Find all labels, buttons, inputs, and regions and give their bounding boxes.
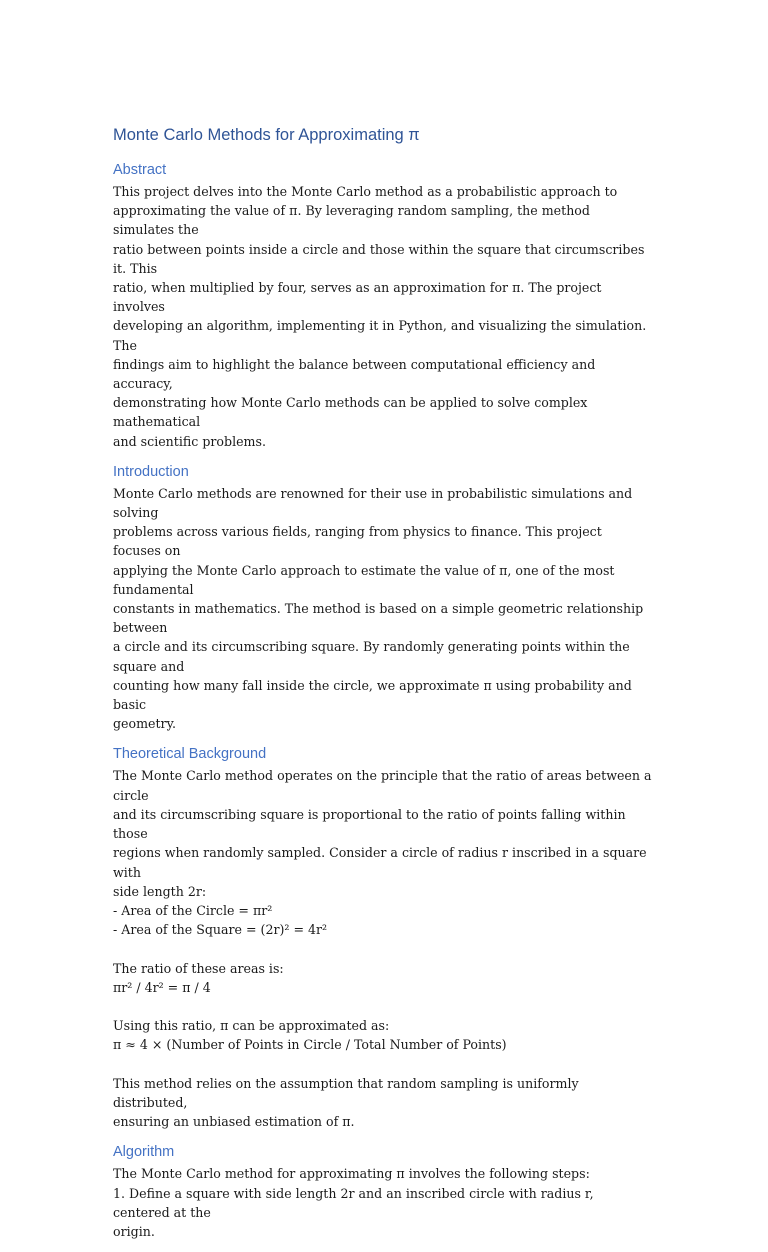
blank-line [113, 997, 653, 1016]
paragraph: Monte Carlo methods are renowned for their use in probabilistic simulations and solving problems across various fields, ranging from physics to finance. This project focuses on applying the Monte Carlo approach to estimate the value of π, one of the most fundamental constants in mathematics. The method is based on a simple geometric relationship between a circle and its circumscribing square. By randomly generating points within the square and counting how many fall inside the circle, we approximate π using probability and basic geometry. [113, 485, 644, 732]
section-heading: Theoretical Background [113, 746, 267, 763]
section-heading: Algorithm [113, 1144, 175, 1161]
section-heading: Introduction [113, 463, 189, 480]
document-title: Monte Carlo Methods for Approximating π [113, 126, 420, 144]
section-heading: Abstract [113, 162, 167, 178]
section-algorithm [113, 1142, 653, 1241]
paragraph: Using this ratio, π can be approximated as: π ≈ 4 × (Number of Points in Circle / Total Number of Points) [113, 1018, 507, 1053]
paragraph: The Monte Carlo method for approximating π involves the following steps: 1. Define a square with side length 2r and an inscribed circle with radius r, centered at the origin. [113, 1166, 594, 1239]
paragraph: This method relies on the assumption that random sampling is uniformly distributed, ensuring an unbiased estimation of π. [113, 1075, 579, 1130]
blank-line [113, 1055, 653, 1074]
paragraph: The ratio of these areas is: πr² / 4r² = π / 4 [113, 960, 284, 995]
document-body [113, 124, 653, 1252]
section-theoretical-background [113, 744, 653, 1131]
blank-line [113, 939, 653, 958]
section-abstract [113, 160, 653, 451]
section-introduction [113, 462, 653, 734]
paragraph: The Monte Carlo method operates on the principle that the ratio of areas between a circle and its circumscribing square is proportional to the ratio of points falling within those regions when randomly sampled. Consider a circle of radius r inscribed in a square with side length 2r: - Area of the Circle = πr² - Area of the Square = (2r)² = 4r² [113, 768, 652, 938]
paragraph: This project delves into the Monte Carlo method as a probabilistic approach to approximating the value of π. By leveraging random sampling, the method simulates the ratio between points inside a circle and those within the square that circumscribes it. This ratio, when multiplied by four, serves as an approximation for π. The project involves developing an algorithm, implementing it in Python, and visualizing the simulation. The findings aim to highlight the balance between computational efficiency and accuracy, demonstrating how Monte Carlo methods can be applied to solve complex mathematical and scientific problems. [113, 184, 647, 449]
